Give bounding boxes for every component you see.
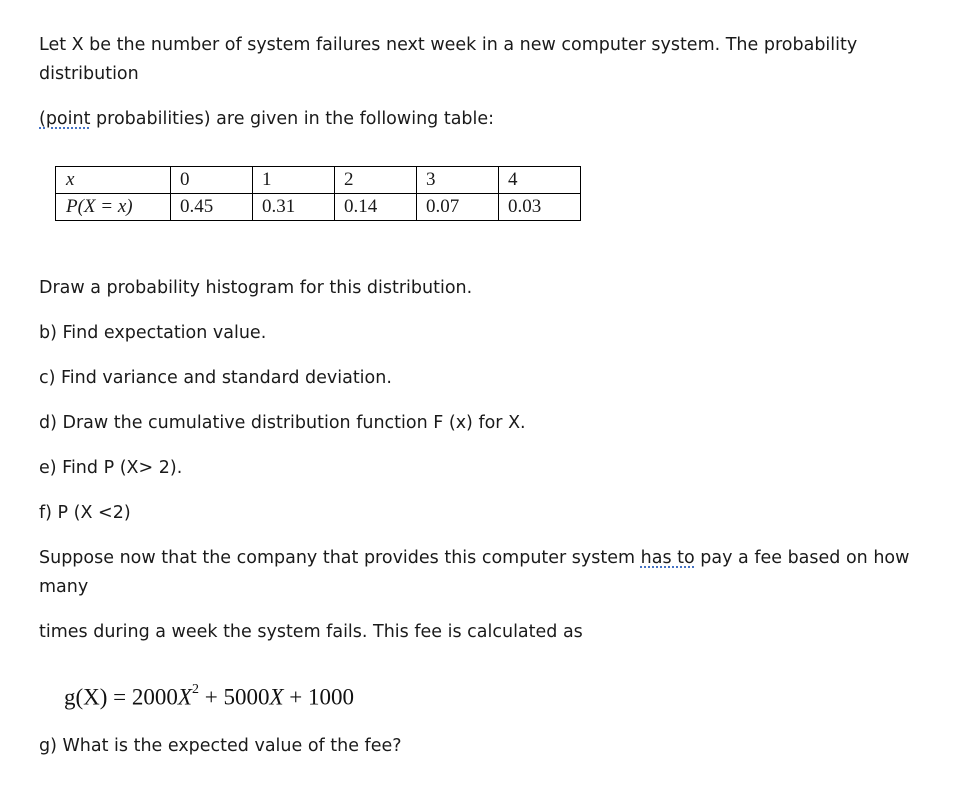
fee-line-1-b: pay a fee based on how [694,548,910,568]
table-row-p [56,194,581,221]
formula-x2: X [269,684,284,710]
question-b: b) Find expectation value. [39,323,267,343]
probability-table [55,166,581,221]
spellcheck-point[interactable]: (point [39,109,91,129]
question-e: e) Find P (X> 2). [39,458,183,478]
spellcheck-has-to[interactable]: has to [640,548,695,568]
intro-line-3-rest: probabilities) are given in the following table: [90,109,495,129]
p-value: 0.14 [335,194,417,221]
question-g: g) What is the expected value of the fee? [39,736,402,756]
formula-mid: + 5000 [198,684,270,710]
fee-formula [64,678,354,713]
x-value: 0 [171,167,253,194]
question-c: c) Find variance and standard deviation. [39,368,392,388]
table-row-x [56,167,581,194]
p-value: 0.07 [417,194,499,221]
fee-line-3: times during a week the system fails. This fee is calculated as [39,622,583,642]
question-f: f) P (X <2) [39,503,131,523]
x-value: 4 [499,167,581,194]
intro-line-3 [39,105,494,134]
question-a: Draw a probability histogram for this distribution. [39,278,473,298]
x-value: 2 [335,167,417,194]
row-label-x: x [56,167,171,194]
fee-line-1 [39,544,909,573]
fee-line-1-a: Suppose now that the company that provides this computer system [39,548,641,568]
intro-line-1: Let X be the number of system failures next week in a new computer system. The probability [39,35,858,55]
formula-lhs: g(X) = 2000 [64,684,178,710]
formula-end: + 1000 [283,684,354,710]
x-value: 1 [253,167,335,194]
fee-line-2: many [39,577,89,597]
formula-x1: X [177,684,192,710]
question-d: d) Draw the cumulative distribution function F (x) for X. [39,413,526,433]
p-value: 0.31 [253,194,335,221]
formula-exponent: 2 [191,682,199,697]
p-value: 0.03 [499,194,581,221]
intro-line-2: distribution [39,64,139,84]
row-label-p: P(X = x) [56,194,171,221]
p-value: 0.45 [171,194,253,221]
x-value: 3 [417,167,499,194]
